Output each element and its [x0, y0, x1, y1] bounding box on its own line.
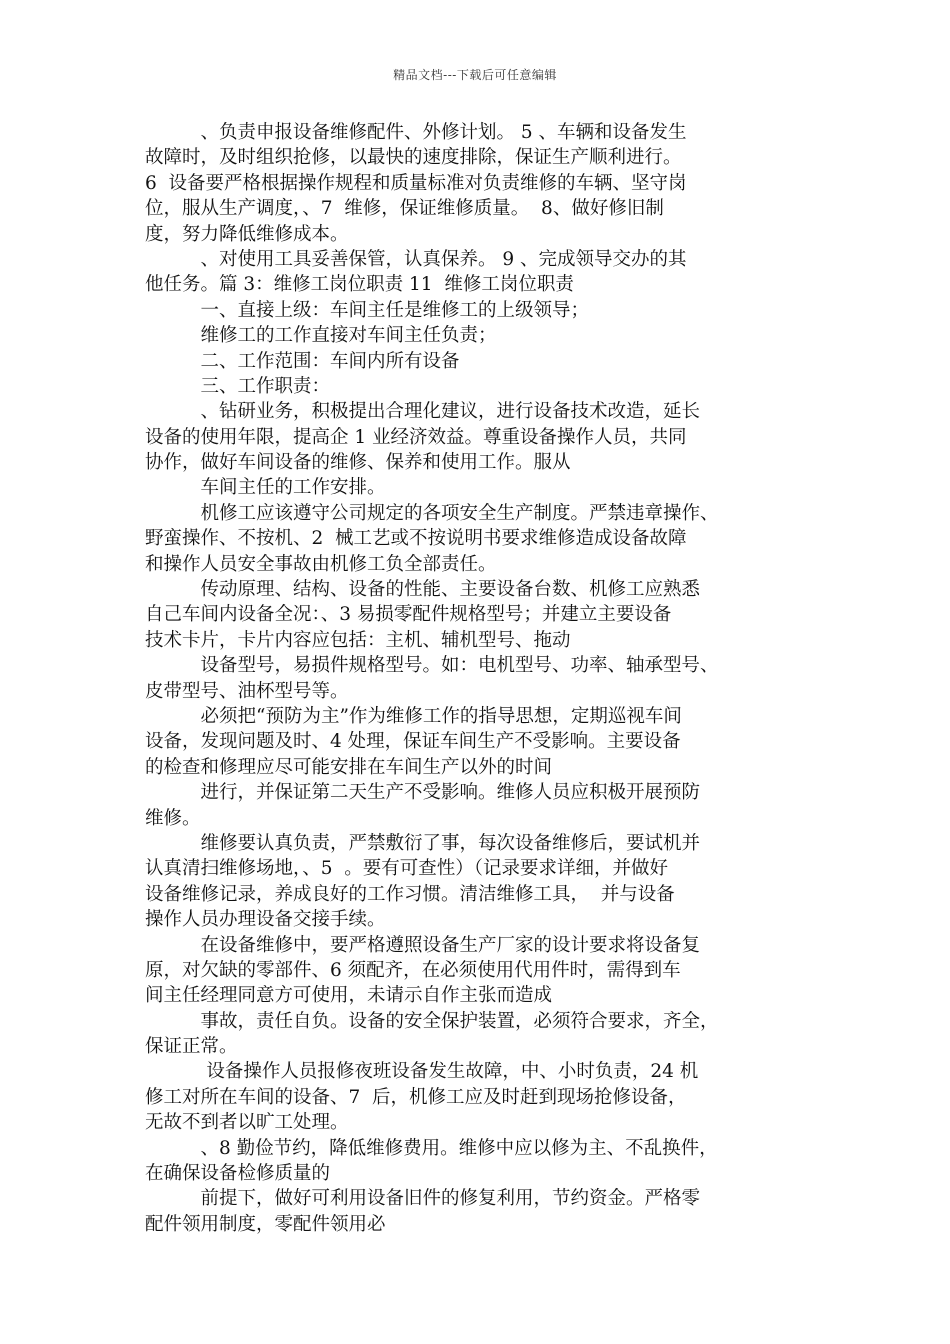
text-line: 传动原理、结构、设备的性能、主要设备台数、机修工应熟悉 [145, 579, 701, 601]
text-line: 、对使用工具妥善保管，认真保养。 9 、完成领导交办的其 [145, 248, 687, 270]
text-line: 自己车间内设备全况：、3 易损零配件规格型号；并建立主要设备 [145, 604, 672, 626]
text-line: 设备维修记录，养成良好的工作习惯。清洁维修工具， 并与设备 [145, 883, 675, 905]
text-line: 间主任经理同意方可使用，未请示自作主张而造成 [145, 985, 553, 1007]
text-line: 度，努力降低维修成本。 [145, 223, 349, 245]
text-line: 车间主任的工作安排。 [145, 477, 386, 499]
text-line: 协作，做好车间设备的维修、保养和使用工作。服从 [145, 452, 571, 474]
text-line: 设备，发现问题及时、4 处理，保证车间生产不受影响。主要设备 [145, 731, 681, 753]
text-line: 皮带型号、油杯型号等。 [145, 680, 349, 702]
text-line: 维修。 [145, 807, 201, 829]
text-line: 进行，并保证第二天生产不受影响。维修人员应积极开展预防 [145, 782, 701, 804]
page-header: 精品文档---下载后可任意编辑 [393, 68, 557, 82]
text-line: 在设备维修中，要严格遵照设备生产厂家的设计要求将设备复 [145, 934, 701, 956]
document-body [145, 120, 810, 1237]
text-line: 无故不到者以旷工处理。 [145, 1112, 349, 1134]
text-line: 6 设备要严格根据操作规程和质量标准对负责维修的车辆、坚守岗 [145, 172, 687, 194]
text-line: 认真清扫维修场地，、5 。要有可查性）（记录要求详细，并做好 [145, 858, 669, 880]
text-line: 、钻研业务，积极提出合理化建议，进行设备技术改造，延长 [145, 401, 701, 423]
text-line: 、8 勤俭节约，降低维修费用。维修中应以修为主、不乱换件， [145, 1137, 718, 1159]
text-line: 设备型号，易损件规格型号。如：电机型号、功率、轴承型号、 [145, 655, 719, 677]
text-line: 保证正常。 [145, 1036, 238, 1058]
text-line: 设备操作人员报修夜班设备发生故障，中、小时负责，24 机 [145, 1061, 699, 1083]
text-line: 、负责申报设备维修配件、外修计划。 5 、车辆和设备发生 [145, 122, 687, 143]
text-line: 原，对欠缺的零部件、6 须配齐，在必须使用代用件时，需得到车 [145, 959, 681, 981]
text-line: 维修要认真负责，严禁敷衍了事，每次设备维修后，要试机并 [145, 832, 701, 854]
text-line: 三、工作职责： [145, 375, 331, 397]
text-line: 在确保设备检修质量的 [145, 1163, 331, 1185]
text-line: 机修工应该遵守公司规定的各项安全生产制度。严禁违章操作、 [145, 502, 719, 524]
text-line: 前提下，做好可利用设备旧件的修复利用，节约资金。严格零 [145, 1188, 701, 1210]
text-line: 技术卡片，卡片内容应包括：主机、辅机型号、拖动 [145, 629, 571, 651]
text-line: 故障时，及时组织抢修，以最快的速度排除，保证生产顺利进行。 [145, 147, 682, 169]
text-line: 维修工的工作直接对车间主任负责； [145, 325, 497, 347]
text-line: 操作人员办理设备交接手续。 [145, 909, 386, 931]
text-line: 修工对所在车间的设备、7 后，机修工应及时赶到现场抢修设备， [145, 1086, 687, 1108]
text-line: 和操作人员安全事故由机修工负全部责任。 [145, 553, 497, 575]
text-line: 事故，责任自负。设备的安全保护装置，必须符合要求，齐全， [145, 1010, 719, 1032]
text-line: 二、工作范围：车间内所有设备 [145, 350, 460, 372]
text-line: 设备的使用年限，提高企 1 业经济效益。尊重设备操作人员，共同 [145, 426, 687, 448]
text-line: 必须把“预防为主”作为维修工作的指导思想，定期巡视车间 [145, 705, 682, 727]
text-line: 他任务。篇 3：维修工岗位职责 11 维修工岗位职责 [145, 274, 574, 296]
text-line: 的检查和修理应尽可能安排在车间生产以外的时间 [145, 756, 553, 778]
text-line: 位，服从生产调度，、7 维修，保证维修质量。 8、做好修旧制 [145, 198, 664, 220]
text-line: 一、直接上级：车间主任是维修工的上级领导； [145, 299, 590, 321]
text-line: 配件领用制度，零配件领用必 [145, 1213, 386, 1235]
text-line: 野蛮操作、不按机、2 械工艺或不按说明书要求维修造成设备故障 [145, 528, 687, 550]
